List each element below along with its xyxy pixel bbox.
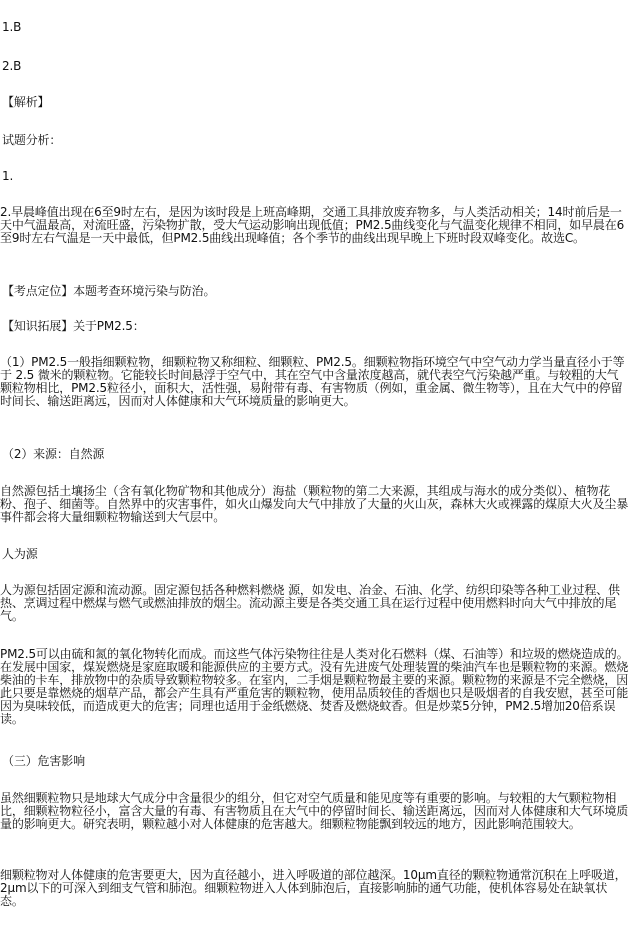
health-harm-paragraph: 细颗粒物对人体健康的危害要更大，因为直径越小，进入呼吸道的部位越深。10μm直径的颗粒物通常沉积在上呼吸道，2μm以下的可深入到细支气管和肺泡。细颗粒物进入人体到肺泡后，直接影响肺的通气功能，使机体容易处在缺氧状态。 bbox=[0, 868, 627, 908]
natural-source-heading: （2）来源：自然源 bbox=[2, 447, 105, 461]
harm-impact-paragraph: 虽然细颗粒物只是地球大气成分中含量很少的组分，但它对空气质量和能见度等有重要的影响。与较粗的大气颗粒物相比，细颗粒物粒径小，富含大量的有毒、有害物质且在大气中的停留时间长、输送距离远，因而对人体健康和大气环境质量的影响更大。研究表明，颗粒越小对人体健康的危害越大。细颗粒物能飘到较远的地方，因此影响范围较大。 bbox=[0, 791, 629, 831]
exam-point-note: 【考点定位】本题考查环境污染与防治。 bbox=[2, 284, 216, 298]
knowledge-extension-heading: 【知识拓展】关于PM2.5： bbox=[2, 319, 145, 333]
trial-analysis-label: 试题分析： bbox=[2, 133, 62, 147]
harm-impact-heading: （三）危害影响 bbox=[2, 754, 85, 768]
question-1-label: 1. bbox=[2, 169, 14, 183]
human-source-paragraph: 人为源包括固定源和流动源。固定源包括各种燃料燃烧 源，如发电、冶金、石油、化学、纺织印染等各种工业过程、供热、烹调过程中燃煤与燃气或燃油排放的烟尘。流动源主要是各类交通工具在运行过程中使用燃料时向大气中排放的尾气。 bbox=[0, 583, 620, 623]
natural-source-paragraph: 自然源包括土壤扬尘（含有氧化物矿物和其他成分）海盐（颗粒物的第二大来源，其组成与海水的成分类似）、植物花粉、孢子、细菌等。自然界中的灾害事件，如火山爆发向大气中排放了大量的火山灰，森林大火或裸露的煤原大火及尘暴事件都会将大量细颗粒物输送到大气层中。 bbox=[0, 484, 629, 524]
analysis-heading: 【解析】 bbox=[2, 95, 50, 109]
answer-1: 1.B bbox=[2, 20, 22, 34]
human-source-heading: 人为源 bbox=[2, 547, 38, 561]
pm25-definition-paragraph: （1）PM2.5一般指细颗粒物，细颗粒物又称细粒、细颗粒、PM2.5。细颗粒物指环境空气中空气动力学当量直径小于等于 2.5 微米的颗粒物。它能较长时间悬浮于空气中，其在空气中含量浓度越高，就代表空气污染越严重。与较粗的大气颗粒物相比，PM2.5粒径小，面积大，活性强，易附带有毒、有害物质（例如，重金属、微生物等），且在大气中的停留时间长、输送距离远，因而对人体健康和大气环境质量的影响更大。 bbox=[0, 355, 625, 408]
question-2-explanation: 2.早晨峰值出现在6至9时左右，是因为该时段是上班高峰期，交通工具排放废弃物多，与人类活动相关；14时前后是一天中气温最高，对流旺盛，污染物扩散，受大气运动影响出现低值；PM2.5曲线变化与气温变化规律不相同，如早晨在6至9时左右气温是一天中最低，但PM2.5曲线出现峰值；各个季节的曲线出现早晚上下班时段双峰变化。故选C。 bbox=[0, 205, 625, 245]
answer-2: 2.B bbox=[2, 59, 22, 73]
pm25-formation-paragraph: PM2.5可以由硫和氮的氧化物转化而成。而这些气体污染物往往是人类对化石燃料（煤、石油等）和垃圾的燃烧造成的。在发展中国家，煤炭燃烧是家庭取暖和能源供应的主要方式。没有先进废气处理装置的柴油汽车也是颗粒物的来源。燃烧柴油的卡车，排放物中的杂质导致颗粒物较多。在室内，二手烟是颗粒物最主要的来源。颗粒物的来源是不完全燃烧，因此只要是靠燃烧的烟草产品，都会产生具有严重危害的颗粒物，使用品质较佳的香烟也只是吸烟者的自我安慰，甚至可能因为臭味较低，而造成更大的危害；同理也适用于金纸燃烧、焚香及燃烧蚊香。但是炒菜5分钟，PM2.5增加20倍系误读。 bbox=[0, 647, 629, 726]
